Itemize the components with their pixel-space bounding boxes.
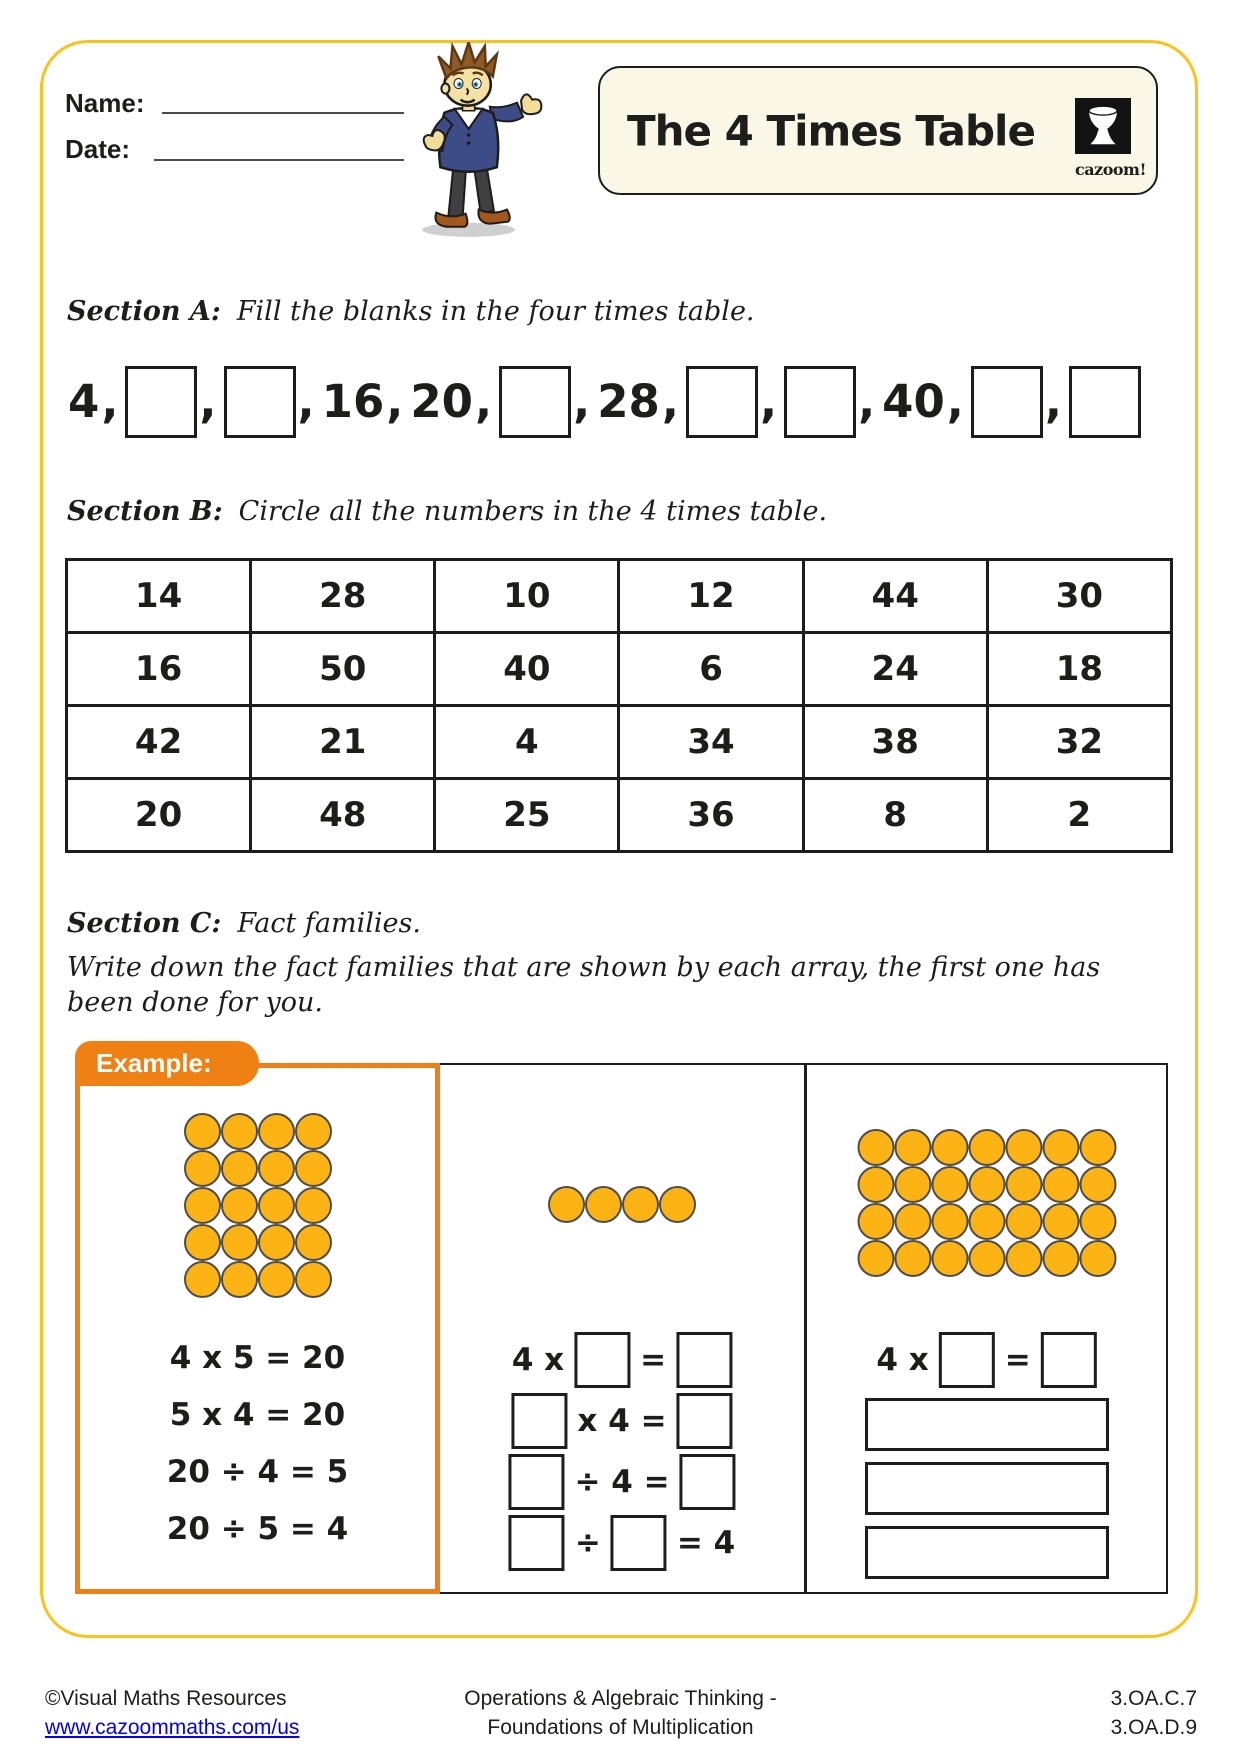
sequence-answer-box[interactable] <box>686 366 758 438</box>
problem1-panel <box>440 1063 804 1594</box>
sequence-separator: , <box>946 375 964 428</box>
counter-dot <box>548 1186 585 1223</box>
date-input-line[interactable] <box>154 159 404 161</box>
counter-dot <box>931 1240 968 1277</box>
sequence-separator: , <box>573 375 591 428</box>
counter-dot <box>221 1261 258 1298</box>
name-label: Name: <box>65 88 145 118</box>
footer-center <box>0 1684 1241 1742</box>
equation-answer-box[interactable] <box>677 1393 733 1449</box>
counter-dot <box>295 1224 332 1261</box>
counter-dot <box>622 1186 659 1223</box>
cazoom-logo <box>1075 98 1146 179</box>
grid-number-cell[interactable]: 21 <box>251 706 435 779</box>
sequence-separator: , <box>297 375 315 428</box>
equation-row <box>509 1514 735 1572</box>
footer-standards <box>1111 1684 1197 1742</box>
equation-text: x 4 = <box>577 1403 667 1439</box>
example-eq: 5 x 4 = 20 <box>169 1397 346 1433</box>
counter-dot <box>258 1150 295 1187</box>
grid-number-cell[interactable]: 48 <box>251 779 435 852</box>
sequence-number: 4 <box>68 375 100 428</box>
equation-text: ÷ 4 = <box>574 1464 670 1500</box>
sequence-answer-box[interactable] <box>784 366 856 438</box>
counter-dot <box>221 1113 258 1150</box>
sequence-answer-box[interactable] <box>1069 366 1141 438</box>
website-link[interactable]: www.cazoommaths.com/us <box>45 1716 300 1739</box>
sequence-answer-box[interactable] <box>224 366 296 438</box>
counter-dot <box>258 1187 295 1224</box>
grid-row <box>67 779 1172 852</box>
grid-number-cell[interactable]: 38 <box>803 706 987 779</box>
number-grid <box>65 558 1173 853</box>
sequence-number: 20 <box>410 375 473 428</box>
section-c-instruction: Fact families. <box>237 908 421 939</box>
counter-dot <box>184 1261 221 1298</box>
grid-number-cell[interactable]: 30 <box>987 560 1171 633</box>
counter-dot <box>968 1240 1005 1277</box>
counter-dot <box>894 1166 931 1203</box>
problem2-dot-array <box>857 1129 1116 1277</box>
sequence-separator: , <box>386 375 404 428</box>
equation-answer-box[interactable] <box>509 1515 565 1571</box>
counter-dot <box>221 1224 258 1261</box>
section-c-description: Write down the fact families that are shown by each array, the first one has been done for you. <box>67 952 1101 1018</box>
counter-dot <box>258 1261 295 1298</box>
counter-dot <box>1079 1203 1116 1240</box>
counter-dot <box>258 1113 295 1150</box>
counter-dot <box>931 1166 968 1203</box>
boy-character-illustration <box>396 42 628 245</box>
sequence-answer-box[interactable] <box>499 366 571 438</box>
counter-dot <box>1042 1240 1079 1277</box>
equation-answer-box[interactable] <box>676 1332 732 1388</box>
counter-dot <box>857 1129 894 1166</box>
sequence-answer-box[interactable] <box>971 366 1043 438</box>
counter-dot <box>585 1186 622 1223</box>
sequence-separator: , <box>661 375 679 428</box>
counter-dot <box>258 1224 295 1261</box>
grid-number-cell[interactable]: 8 <box>803 779 987 852</box>
problem1-dot-array <box>548 1186 696 1223</box>
grid-number-cell[interactable]: 25 <box>435 779 619 852</box>
equation-answer-box[interactable] <box>574 1332 630 1388</box>
grid-number-cell[interactable]: 44 <box>803 560 987 633</box>
counter-dot <box>221 1187 258 1224</box>
counter-dot <box>221 1150 258 1187</box>
section-c-heading <box>67 908 421 939</box>
example-eq: 4 x 5 = 20 <box>169 1340 346 1376</box>
grid-number-cell[interactable]: 10 <box>435 560 619 633</box>
section-a-heading <box>67 296 755 327</box>
equation-text: = <box>640 1342 667 1378</box>
counter-dot <box>295 1261 332 1298</box>
section-a-instruction: Fill the blanks in the four times table. <box>236 296 755 327</box>
equation-answer-box[interactable] <box>508 1454 564 1510</box>
counter-dot <box>1042 1129 1079 1166</box>
example-eq: 20 ÷ 4 = 5 <box>166 1454 349 1490</box>
sequence-separator: , <box>199 375 217 428</box>
grid-row <box>67 560 1172 633</box>
title-box <box>598 66 1158 195</box>
example-eq: 20 ÷ 5 = 4 <box>166 1511 349 1547</box>
equation-answer-box[interactable] <box>680 1454 736 1510</box>
problem2-equations <box>876 1331 1096 1389</box>
counter-dot <box>931 1203 968 1240</box>
grid-number-cell[interactable]: 20 <box>67 779 251 852</box>
problem2-answer-lines <box>865 1398 1109 1579</box>
page-title: The 4 Times Table <box>627 106 1035 155</box>
answer-line-box[interactable] <box>865 1462 1109 1515</box>
grid-number-cell[interactable]: 6 <box>619 633 803 706</box>
equation-answer-box[interactable] <box>611 1515 667 1571</box>
equation-text: ÷ <box>574 1525 601 1561</box>
problem2-panel <box>804 1063 1168 1594</box>
date-label: Date: <box>65 134 131 164</box>
counter-dot <box>857 1203 894 1240</box>
grid-number-cell[interactable]: 42 <box>67 706 251 779</box>
strand-line2: Foundations of Multiplication <box>487 1716 754 1739</box>
logo-caption: cazoom! <box>1075 160 1146 179</box>
sequence-number: 28 <box>597 375 660 428</box>
grid-number-cell[interactable]: 16 <box>67 633 251 706</box>
grid-number-cell[interactable]: 2 <box>987 779 1171 852</box>
grid-number-cell[interactable]: 28 <box>251 560 435 633</box>
grid-row <box>67 633 1172 706</box>
grid-number-cell[interactable]: 12 <box>619 560 803 633</box>
copyright-text: ©Visual Maths Resources <box>45 1687 287 1710</box>
counter-dot <box>184 1187 221 1224</box>
example-tab: Example: <box>75 1041 259 1086</box>
grid-number-cell[interactable]: 4 <box>435 706 619 779</box>
standard-code: 3.OA.C.7 <box>1110 1687 1197 1710</box>
name-input-line[interactable] <box>162 112 404 114</box>
grid-number-cell[interactable]: 36 <box>619 779 803 852</box>
equation-text: = <box>1004 1342 1031 1378</box>
counter-dot <box>1079 1166 1116 1203</box>
counter-dot <box>968 1166 1005 1203</box>
grid-number-cell[interactable]: 14 <box>67 560 251 633</box>
equation-row <box>508 1453 735 1511</box>
answer-line-box[interactable] <box>865 1398 1109 1451</box>
equation-row <box>512 1331 732 1389</box>
answer-line-box[interactable] <box>865 1526 1109 1579</box>
counter-dot <box>1079 1129 1116 1166</box>
counter-dot <box>295 1113 332 1150</box>
sequence-answer-box[interactable] <box>125 366 197 438</box>
example-dot-array <box>184 1113 332 1298</box>
sequence-number: 16 <box>321 375 385 428</box>
sequence-separator: , <box>858 375 876 428</box>
grid-number-cell[interactable]: 24 <box>803 633 987 706</box>
equation-text: 4 x <box>876 1342 929 1378</box>
sequence-separator: , <box>1044 375 1063 428</box>
counter-dot <box>1079 1240 1116 1277</box>
counter-dot <box>184 1224 221 1261</box>
sequence-separator: , <box>101 375 119 428</box>
counter-dot <box>295 1187 332 1224</box>
grid-row <box>67 706 1172 779</box>
counter-dot <box>1005 1240 1042 1277</box>
sequence-separator: , <box>759 375 778 428</box>
grid-number-cell[interactable]: 40 <box>435 633 619 706</box>
counter-dot <box>894 1129 931 1166</box>
equation-row <box>876 1331 1096 1389</box>
counter-dot <box>659 1186 696 1223</box>
counter-dot <box>1005 1129 1042 1166</box>
grid-number-cell[interactable]: 50 <box>251 633 435 706</box>
counter-dot <box>1042 1166 1079 1203</box>
grid-number-cell[interactable]: 32 <box>987 706 1171 779</box>
example-panel <box>75 1063 440 1594</box>
counter-dot <box>1042 1203 1079 1240</box>
times-table-sequence <box>68 362 1183 442</box>
counter-dot <box>295 1150 332 1187</box>
equation-text: 4 x <box>511 1342 565 1378</box>
example-equations <box>80 1330 435 1558</box>
grid-number-cell[interactable]: 34 <box>619 706 803 779</box>
drum-icon <box>1075 98 1131 154</box>
section-a-label: Section A: <box>67 296 221 327</box>
counter-dot <box>968 1203 1005 1240</box>
section-b-heading <box>67 496 827 527</box>
problem1-equations <box>508 1331 735 1572</box>
counter-dot <box>857 1166 894 1203</box>
counter-dot <box>184 1150 221 1187</box>
strand-line1: Operations & Algebraic Thinking - <box>464 1687 777 1710</box>
counter-dot <box>894 1203 931 1240</box>
equation-answer-box[interactable] <box>939 1332 995 1388</box>
counter-dot <box>857 1240 894 1277</box>
counter-dot <box>184 1113 221 1150</box>
sequence-separator: , <box>475 375 493 428</box>
sequence-number: 40 <box>882 375 945 428</box>
equation-answer-box[interactable] <box>1041 1332 1097 1388</box>
counter-dot <box>931 1129 968 1166</box>
counter-dot <box>1005 1166 1042 1203</box>
standard-code: 3.OA.D.9 <box>1110 1716 1197 1739</box>
section-b-label: Section B: <box>67 496 223 527</box>
counter-dot <box>1005 1203 1042 1240</box>
section-c-label: Section C: <box>67 908 222 939</box>
counter-dot <box>894 1240 931 1277</box>
equation-answer-box[interactable] <box>511 1393 567 1449</box>
section-b-instruction: Circle all the numbers in the 4 times table. <box>238 496 828 527</box>
equation-row <box>511 1392 732 1450</box>
equation-text: = 4 <box>676 1525 736 1561</box>
grid-number-cell[interactable]: 18 <box>987 633 1171 706</box>
counter-dot <box>968 1129 1005 1166</box>
